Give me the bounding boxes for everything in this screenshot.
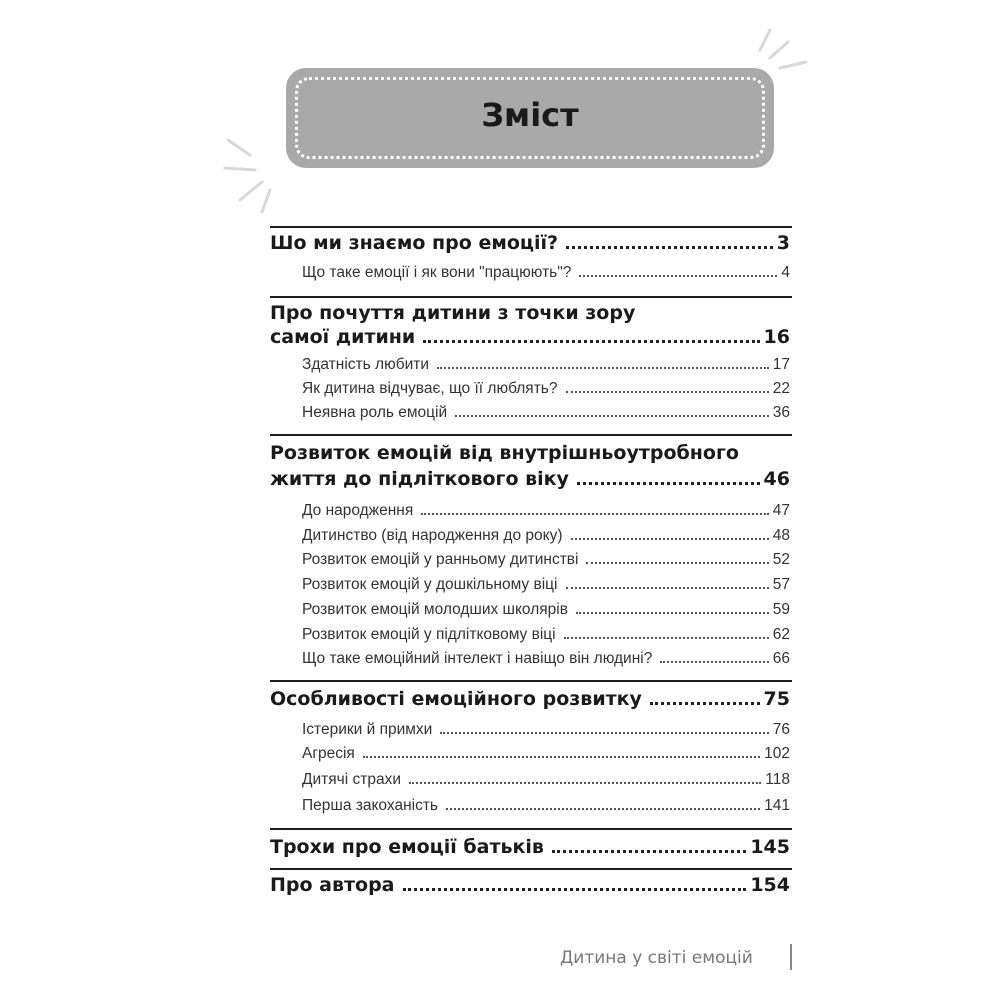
toc-entry[interactable] [270,874,790,896]
subsection-title: До народження [302,502,414,519]
subsection-title: Агресія [302,745,355,762]
section-title: Особливості емоційного розвитку [270,688,642,710]
toc-subentry[interactable] [270,601,790,619]
toc-subentry[interactable] [270,650,790,668]
page-number: 141 [764,797,790,814]
leader-dots [660,661,768,663]
leader-dots [564,637,769,639]
leader-dots [455,415,769,417]
leader-dots [423,340,759,343]
leader-dots [650,702,760,705]
page-number: 75 [763,688,790,710]
toc-entry[interactable] [270,688,790,710]
divider [270,868,792,870]
toc-subentry[interactable] [270,527,790,545]
page-number: 16 [763,326,790,348]
page-number: 3 [776,232,790,254]
subsection-title: Що таке емоції і як вони "працюють"? [302,264,572,281]
section-title-line[interactable]: Розвиток емоцій від внутрішньоутробного [270,442,739,464]
divider [270,434,792,436]
toc-subentry[interactable] [270,380,790,398]
page-number: 62 [772,626,790,643]
leader-dots [566,587,769,589]
divider [270,828,792,830]
subsection-title: Дитинство (від народження до року) [302,527,563,544]
subsection-title: Здатність любити [302,356,429,373]
page-number: 154 [750,874,790,896]
toc-entry[interactable] [270,836,790,858]
toc-entry[interactable] [270,326,790,348]
subsection-title: Розвиток емоцій у ранньому дитинстві [302,551,579,568]
page-title: Зміст [481,96,579,134]
page-number: 102 [764,745,790,762]
page-number: 47 [772,502,790,519]
leader-dots [403,888,747,891]
page-number: 66 [772,650,790,667]
toc-subentry[interactable] [270,576,790,594]
leader-dots [586,562,768,564]
leader-dots [571,538,769,540]
leader-dots [552,850,746,853]
page-number: 4 [781,264,790,281]
page-number: 48 [772,527,790,544]
page-number: 52 [772,551,790,568]
toc-subentry[interactable] [270,356,790,374]
section-title: Шо ми знаємо про емоції? [270,232,559,254]
subsection-title: Перша закоханість [302,797,438,814]
leader-dots [446,808,760,810]
leader-dots [579,275,777,277]
leader-dots [363,756,760,758]
toc-subentry[interactable] [270,797,790,815]
subsection-title: Як дитина відчуває, що її люблять? [302,380,558,397]
footer-separator [790,944,792,970]
leader-dots [566,246,773,249]
toc-subentry[interactable] [270,404,790,422]
leader-dots [421,513,769,515]
page-number: 145 [750,836,790,858]
leader-dots [576,612,769,614]
page-number: 57 [772,576,790,593]
page-number: 76 [772,721,790,738]
toc-subentry[interactable] [270,264,790,282]
leader-dots [566,391,769,393]
section-title-line: життя до підліткового віку [270,468,569,490]
title-box [286,68,774,168]
divider [270,680,792,682]
leader-dots [577,482,760,485]
toc-subentry[interactable] [270,771,790,789]
toc-subentry[interactable] [270,551,790,569]
toc-entry[interactable] [270,232,790,254]
subsection-title: Істерики й примхи [302,721,433,738]
page-number: 46 [763,468,790,490]
leader-dots [409,782,761,784]
page-number: 59 [772,601,790,618]
subsection-title: Розвиток емоцій у підлітковому віці [302,626,556,643]
page-number: 36 [772,404,790,421]
subsection-title: Розвиток емоцій молодших школярів [302,601,568,618]
divider [270,226,792,228]
toc-subentry[interactable] [270,745,790,763]
page-number: 22 [772,380,790,397]
toc-subentry[interactable] [270,626,790,644]
toc-subentry[interactable] [270,721,790,739]
subsection-title: Дитячі страхи [302,771,401,788]
leader-dots [437,367,769,369]
subsection-title: Що таке емоційний інтелект і навіщо він людині? [302,650,653,667]
page-number: 118 [765,771,790,788]
section-title: Трохи про емоції батьків [270,836,544,858]
page-number: 17 [772,356,790,373]
section-title-line: самої дитини [270,326,416,348]
toc-entry[interactable] [270,468,790,490]
divider [270,296,792,298]
subsection-title: Розвиток емоцій у дошкільному віці [302,576,558,593]
leader-dots [440,732,768,734]
subsection-title: Неявна роль емоцій [302,404,448,421]
section-title-line[interactable]: Про почуття дитини з точки зору [270,302,636,324]
running-footer: Дитина у світі емоцій [560,948,753,968]
toc-subentry[interactable] [270,502,790,520]
section-title: Про автора [270,874,395,896]
